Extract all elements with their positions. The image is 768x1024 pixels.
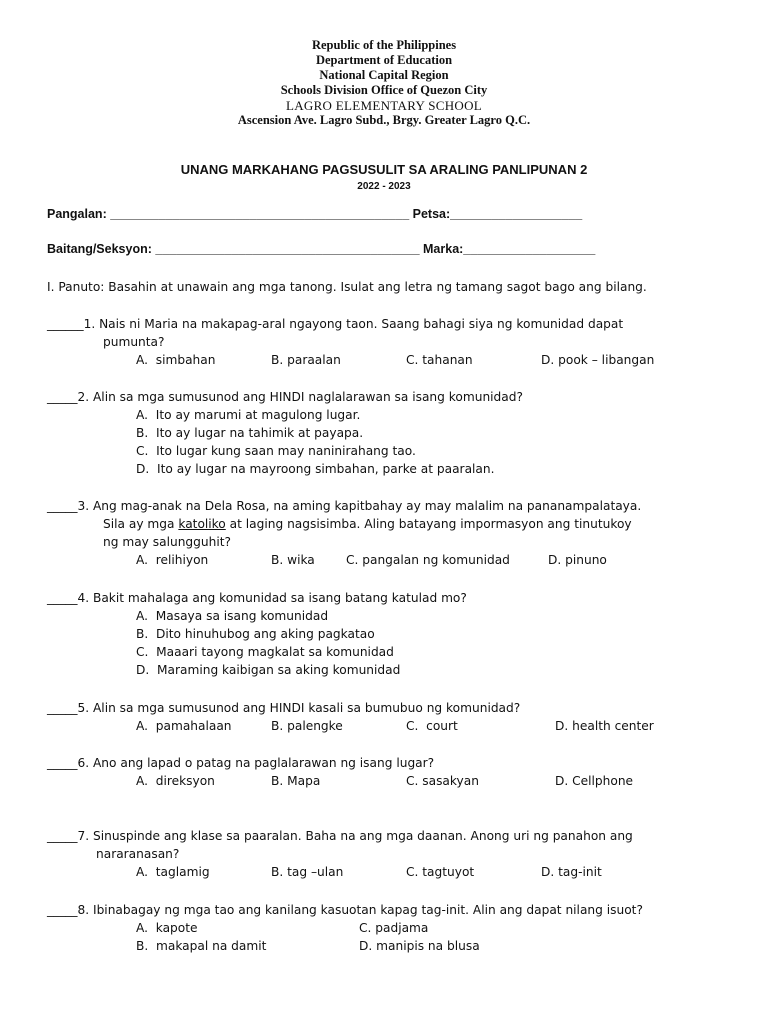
question-4: _____4. Bakit mahalaga ang komunidad sa isang batang katulad mo?: [47, 591, 467, 605]
q4-choice-b: B. Dito hinuhubog ang aking pagkatao: [136, 627, 375, 641]
q8-choice-b: B. makapal na damit: [136, 939, 267, 953]
school-year: 2022 - 2023: [357, 181, 411, 192]
name-date-fields[interactable]: Pangalan: ___________________________________________ Petsa:___________________: [47, 207, 583, 221]
question-7: _____7. Sinuspinde ang klase sa paaralan. Baha na ang mga daanan. Anong uri ng panahon ang: [47, 829, 633, 843]
q7-choice-d: D. tag-init: [541, 865, 602, 879]
school-header: [0, 38, 768, 128]
grade-score-fields[interactable]: Baitang/Seksyon: ______________________________________ Marka:___________________: [47, 242, 596, 256]
instructions: I. Panuto: Basahin at unawain ang mga tanong. Isulat ang letra ng tamang sagot bago ang bilang.: [47, 280, 647, 294]
q3-choice-d: D. pinuno: [548, 553, 607, 567]
question-7-cont: nararanasan?: [96, 847, 180, 861]
q6-choice-c: C. sasakyan: [406, 774, 479, 788]
q1-choice-b: B. paraalan: [271, 353, 341, 367]
q8-choice-c: C. padjama: [359, 921, 429, 935]
q3-text-after: at laging nagsisimba. Aling batayang impormasyon ang tinutukoy: [225, 517, 632, 531]
q1-choice-a: A. simbahan: [136, 353, 216, 367]
q2-choice-a: A. Ito ay marumi at magulong lugar.: [136, 408, 361, 422]
q5-choice-a: A. pamahalaan: [136, 719, 232, 733]
q5-choice-b: B. palengke: [271, 719, 343, 733]
question-5: _____5. Alin sa mga sumusunod ang HINDI kasali sa bumubuo ng komunidad?: [47, 701, 521, 715]
q5-choice-d: D. health center: [555, 719, 654, 733]
q3-choice-c: C. pangalan ng komunidad: [346, 553, 510, 567]
q3-underlined-word: katoliko: [178, 517, 226, 531]
header-region: National Capital Region: [319, 68, 449, 82]
q8-choice-a: A. kapote: [136, 921, 198, 935]
q6-choice-d: D. Cellphone: [555, 774, 634, 788]
q3-choice-a: A. relihiyon: [136, 553, 209, 567]
exam-title: UNANG MARKAHANG PAGSUSULIT SA ARALING PANLIPUNAN 2: [180, 162, 588, 177]
question-3-cont2: ng may salungguhit?: [103, 535, 231, 549]
header-address: Ascension Ave. Lagro Subd., Brgy. Greater Lagro Q.C.: [237, 113, 531, 127]
q1-choice-c: C. tahanan: [406, 353, 473, 367]
q4-choice-d: D. Maraming kaibigan sa aking komunidad: [136, 663, 401, 677]
question-6: _____6. Ano ang lapad o patag na paglalarawan ng isang lugar?: [47, 756, 435, 770]
question-3: _____3. Ang mag-anak na Dela Rosa, na aming kapitbahay ay may malalim na pananampalataya.: [47, 499, 642, 513]
q3-choice-b: B. wika: [271, 553, 315, 567]
q6-choice-a: A. direksyon: [136, 774, 215, 788]
header-department: Department of Education: [315, 53, 453, 67]
q4-choice-a: A. Masaya sa isang komunidad: [136, 609, 329, 623]
q3-text-before: Sila ay mga: [103, 517, 179, 531]
q2-choice-c: C. Ito lugar kung saan may naninirahang tao.: [136, 444, 416, 458]
q2-choice-b: B. Ito ay lugar na tahimik at payapa.: [136, 426, 364, 440]
question-8: _____8. Ibinabagay ng mga tao ang kanilang kasuotan kapag tag-init. Alin ang dapat nilang isuot?: [47, 903, 643, 917]
header-division: Schools Division Office of Quezon City: [280, 83, 488, 97]
q4-choice-c: C. Maaari tayong magkalat sa komunidad: [136, 645, 394, 659]
q1-choice-d: D. pook – libangan: [541, 353, 655, 367]
q7-choice-a: A. taglamig: [136, 865, 210, 879]
q2-choice-d: D. Ito ay lugar na mayroong simbahan, parke at paaralan.: [136, 462, 495, 476]
question-2: _____2. Alin sa mga sumusunod ang HINDI naglalarawan sa isang komunidad?: [47, 390, 523, 404]
q7-choice-b: B. tag –ulan: [271, 865, 344, 879]
header-school-name: LAGRO ELEMENTARY SCHOOL: [285, 98, 483, 113]
question-1: ______1. Nais ni Maria na makapag-aral ngayong taon. Saang bahagi siya ng komunidad dapat: [47, 317, 624, 331]
question-3-cont: [103, 515, 632, 533]
q7-choice-c: C. tagtuyot: [406, 865, 475, 879]
header-republic: Republic of the Philippines: [311, 38, 457, 52]
q5-choice-c: C. court: [406, 719, 458, 733]
q8-choice-d: D. manipis na blusa: [359, 939, 480, 953]
q6-choice-b: B. Mapa: [271, 774, 321, 788]
question-1-cont: pumunta?: [103, 335, 165, 349]
